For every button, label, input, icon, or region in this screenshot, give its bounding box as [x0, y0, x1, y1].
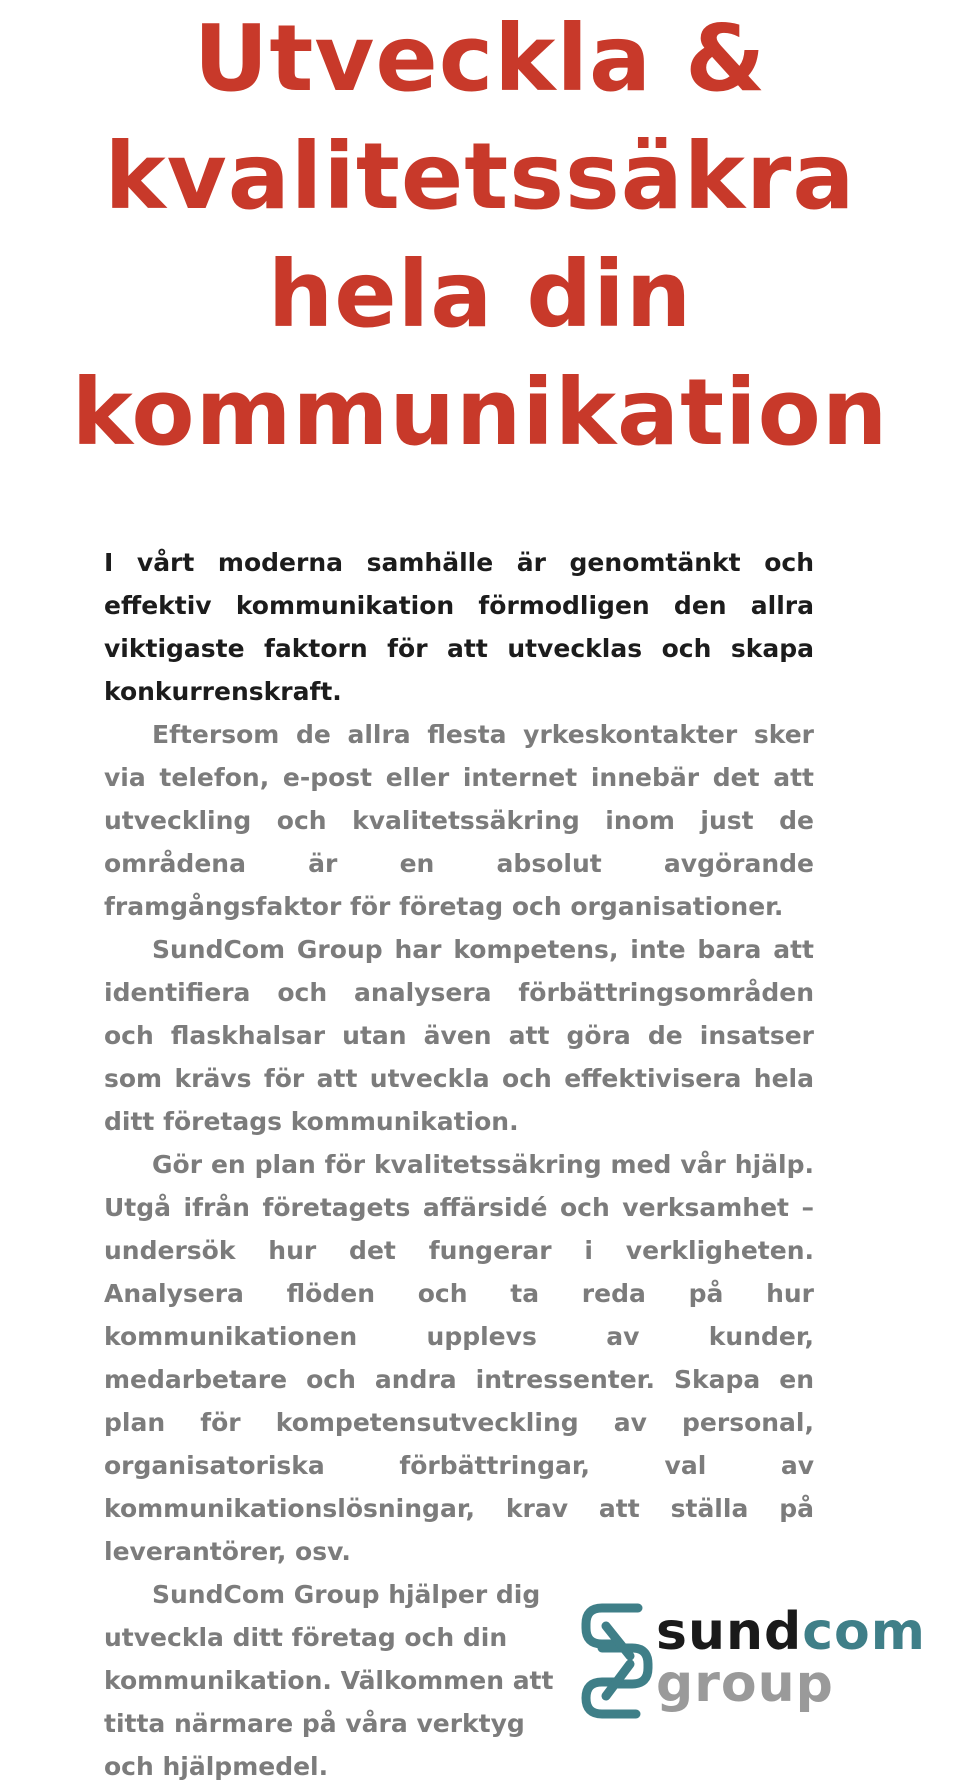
logo-wordmark-sundcom — [656, 1602, 926, 1662]
paragraph-closing: SundCom Group hjälper dig utveckla ditt företag och din kommunikation. Välkommen att titta närmare på våra verktyg och hjälpmedel. — [104, 1580, 554, 1781]
headline-line-1: Utveckla & — [193, 5, 767, 112]
headline-line-4: kommunikation — [71, 359, 889, 466]
headline — [0, 0, 960, 472]
paragraph-competence: SundCom Group har kompetens, inte bara att identifiera och analysera förbättringsområden och flaskhalsar utan även att göra de insatser som krävs för att utveckla och effektivisera hela ditt företags kommunikation. — [104, 935, 814, 1136]
paragraph-contacts: Eftersom de allra flesta yrkeskontakter sker via telefon, e-post eller internet innebär det att utveckling och kvalitetssäkring inom just de områdena är en absolut avgörande framgångsfaktor för företag och organisationer. — [104, 720, 814, 921]
sundcom-group-logo — [578, 1598, 954, 1722]
logo-word-com: com — [802, 1602, 926, 1662]
intro-paragraph: I vårt moderna samhälle är genomtänkt och effektiv kommunikation förmodligen den allra viktigaste faktorn för att utvecklas och skapa konkurrenskraft. — [104, 548, 814, 706]
headline-line-2: kvalitetssäkra — [104, 123, 856, 230]
headline-line-3: hela din — [267, 241, 693, 348]
logo-word-group: group — [656, 1654, 834, 1714]
linked-chain-icon — [578, 1598, 656, 1722]
logo-word-sund: sund — [656, 1602, 803, 1662]
paragraph-plan: Gör en plan för kvalitetssäkring med vår hjälp. Utgå ifrån företagets affärsidé och verksamhet – undersök hur det fungerar i verkligheten. Analysera flöden och ta reda på hur kommunikationen upplevs av kunder, medarbetare och andra intressenter. Skapa en plan för kompetensutveckling av personal, organisatoriska förbättringar, val av kommunikationslösningar, krav att ställa på leverantörer, osv. — [104, 1150, 814, 1566]
